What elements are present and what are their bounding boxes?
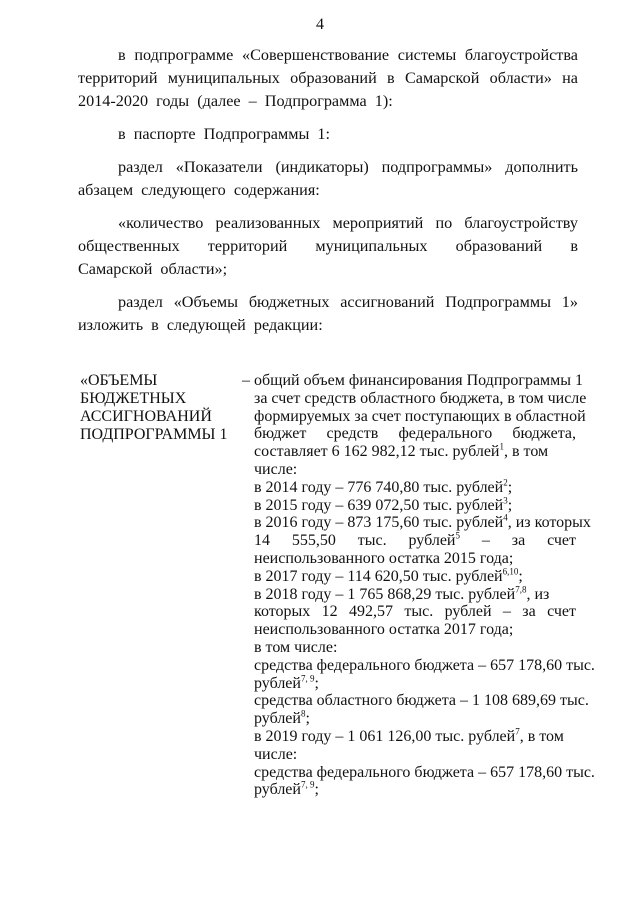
paragraph-indicators: раздел «Показатели (индикаторы) подпрограммы» дополнить абзацем следующего содержания: [78,158,578,199]
heading-line: АССИГНОВАНИЙ [80,408,212,425]
paragraph-quote: «количество реализованных мероприятий по благоустройству общественных территорий муниципальных образований в Самарской области»; [78,214,578,278]
year-amount: в 2015 году – 639 072,50 тыс. рублей [254,496,504,514]
text-fragment: ; [314,781,319,799]
text-fragment: 14 555,50 тыс. рублей [254,532,456,550]
text-fragment: , в том [519,727,564,745]
footnote-ref: 7, 9 [300,780,315,790]
footnote-ref: 2 [503,477,508,488]
heading-line: ПОДПРОГРАММЫ 1 [80,426,228,443]
text-fragment: , из [526,585,550,603]
footnote-ref: 7,8 [515,584,527,595]
year-2018-detail-line: которых 12 492,57 тыс. рублей – за счет [254,603,576,621]
regional-funds-2018-line [254,710,576,728]
footnote-ref: 6,10 [502,566,519,577]
footnote-ref: 4 [503,513,508,524]
total-financing-line: общий объем финансирования Подпрограммы 1 [254,372,584,389]
text-fragment: ; [305,710,310,728]
year-2016-detail-line [254,532,576,550]
total-financing-line: бюджет средств федерального бюджета, [254,425,576,443]
federal-funds-2018-line: средства федерального бюджета – 657 178,60 тыс. [254,656,595,674]
paragraph-subprogram: в подпрограмме «Совершенствование системы благоустройства территорий муниципальных образований в Самарской области» на 2014-2020 годы (далее – Подпрограмма 1): [78,46,578,110]
year-2016-line [254,513,591,532]
passport-content [254,372,595,799]
year-2019-line [254,728,576,746]
text-fragment: – за счет [459,532,576,550]
text-fragment: , в том [503,443,549,461]
federal-funds-2019-line: средства федерального бюджета – 657 178,60 тыс. [254,763,595,781]
regional-funds-2018-line: средства областного бюджета – 1 108 689,69 тыс. [254,692,589,710]
text-fragment: ; [314,674,319,692]
year-2018-line [254,586,576,604]
year-2015-line: в 2015 году – 639 072,50 тыс. рублей$^3$; [254,495,513,514]
footnote-ref: 7, 9 [300,673,315,684]
year-amount: в 2018 году – 1 765 868,29 тыс. рублей [254,585,516,603]
paragraph-passport: в паспорте Подпрограммы 1: [118,125,330,143]
year-2014-line: в 2014 году – 776 740,80 тыс. рублей$^2$; [254,477,513,496]
text-fragment: рублей [254,674,301,692]
page-number: 4 [316,16,324,33]
footnote-ref: 3 [503,495,508,506]
federal-funds-2018-line [254,675,576,693]
paragraph-budget-section: раздел «Объемы бюджетных ассигнований Подпрограммы 1» изложить в следующей редакции: [78,293,578,334]
year-amount: в 2019 году – 1 061 126,00 тыс. рублей [254,727,516,745]
text-line: числе: [254,745,298,763]
year-amount: в 2016 году – 873 175,60 тыс. рублей [254,514,504,532]
total-amount: составляет 6 162 982,12 тыс. рублей [254,443,500,461]
federal-funds-2019-line [254,781,576,799]
year-amount: в 2017 году – 114 620,50 тыс. рублей [254,567,503,585]
heading-line: БЮДЖЕТНЫХ [80,390,187,407]
amendment-text [78,44,578,347]
year-2018-detail-line: неиспользованного остатка 2017 года; [254,621,514,639]
footnote-ref: 8 [300,708,306,719]
text-fragment: рублей [254,781,301,799]
footnote-ref: 7 [515,726,520,737]
text-fragment: , из которых [507,514,591,532]
year-2017-line: в 2017 году – 114 620,50 тыс. рублей$^{6,10}$; [254,566,523,585]
dash-separator: – [242,372,250,389]
total-amount-line [254,443,576,461]
year-amount: в 2014 году – 776 740,80 тыс. рублей [254,478,504,496]
footnote-ref: 5 [455,530,460,541]
heading-line: «ОБЪЕМЫ [80,372,158,389]
total-financing-line: формируемых за счет поступающих в областной [254,407,586,425]
year-2016-detail-line: неиспользованного остатка 2015 года; [254,549,514,567]
text-line: в том числе: [254,638,338,656]
passport-heading [80,372,230,444]
total-financing-line: за счет средств областного бюджета, в том числе [254,389,587,407]
text-fragment: рублей [254,710,301,728]
text-line: числе: [254,460,298,478]
footnote-ref: 1 [499,441,504,452]
